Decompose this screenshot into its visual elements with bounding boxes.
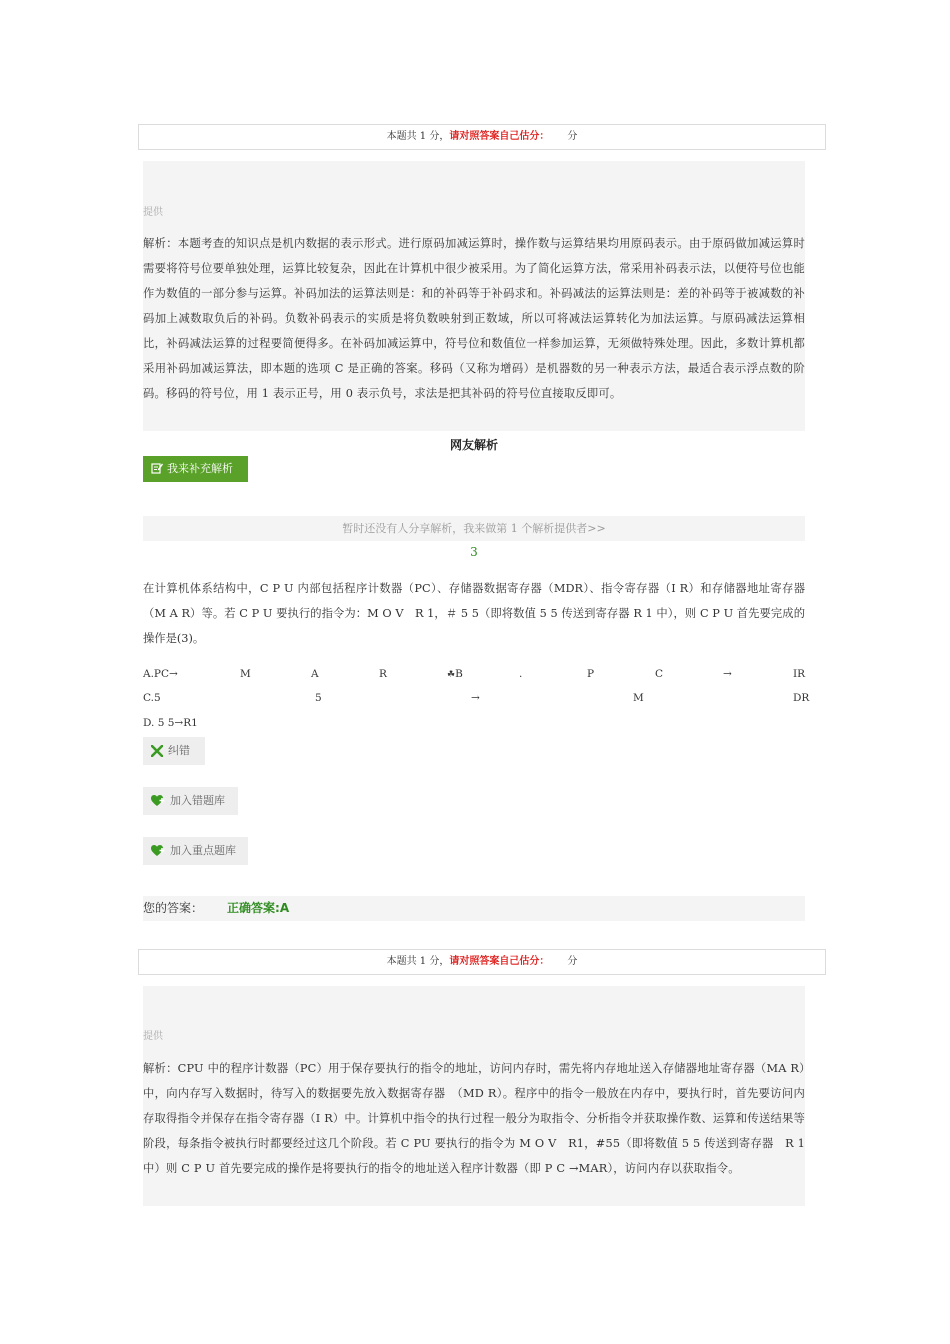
option-c-part: C.5 bbox=[143, 692, 161, 704]
add-to-key-bank-label: 加入重点题库 bbox=[170, 844, 236, 857]
score-bar bbox=[138, 124, 826, 150]
provider-label: 提供 bbox=[143, 1031, 163, 1042]
option-c-part: 5 bbox=[315, 692, 322, 704]
score-unit: 分 bbox=[567, 131, 578, 142]
provider-label: 提供 bbox=[143, 207, 163, 218]
score-self-assess-label: 请对照答案自己估分： bbox=[449, 956, 550, 967]
analysis-panel bbox=[143, 161, 805, 431]
add-to-wrong-bank-label: 加入错题库 bbox=[170, 794, 225, 807]
edit-icon bbox=[151, 462, 163, 474]
no-share-link[interactable]: 暂时还没有人分享解析，我来做第 1 个解析提供者>> bbox=[143, 516, 805, 541]
correct-answer: 正确答案:A bbox=[227, 901, 290, 915]
score-self-assess-label: 请对照答案自己估分： bbox=[449, 131, 550, 142]
option-a-part: A bbox=[311, 668, 319, 680]
question-text: 在计算机体系结构中，C P U 内部包括程序计数器（PC）、存储器数据寄存器（MDR）、指令寄存器（I R）和存储器地址寄存器（M A R）等。若 C P U 要执行的指令为：M O V R 1，＃ 5 5（即将数值 5 5 传送到寄存器 R 1 中），则 C P U 首先要完成的操作是(3)。 bbox=[143, 582, 805, 645]
option-row-c[interactable] bbox=[143, 692, 810, 712]
option-b-part: P bbox=[587, 668, 595, 680]
arrow-glyph: ☘ bbox=[447, 670, 456, 680]
netfriend-analysis-title: 网友解析 bbox=[449, 438, 498, 452]
close-icon bbox=[151, 745, 163, 757]
score-prefix: 本题共 1 分， bbox=[386, 956, 450, 967]
answer-row bbox=[143, 896, 805, 921]
add-analysis-label: 我来补充解析 bbox=[167, 462, 233, 475]
option-a-part: M bbox=[240, 668, 251, 680]
add-analysis-button[interactable] bbox=[143, 456, 248, 482]
option-b-part bbox=[447, 668, 463, 680]
option-b-part: → bbox=[723, 668, 732, 680]
analysis-text: 解析：CPU 中的程序计数器（PC）用于保存要执行的指令的地址，访问内存时，需先将内存地址送入存储器地址寄存器（MA R）中，向内存写入数据时，待写入的数据要先放入数据寄存器 （MD R）。程序中的指令一般放在内存中，要执行时，首先要访问内存取得指令并保存在指令寄存器（I R）中。计算机中指令的执行过程一般分为取指令、分析指令并获取操作数、运算和传送结果等阶段，每条指令被执行时都要经过这几个阶段。若 C PU 要执行的指令为 M O V R1，#55（即将数值 5 5 传送到寄存器 R 1 中）则 C P U 首先要完成的操作是将要执行的指令的地址送入程序计数器（即 P C →MAR），访问内存以获取指令。 bbox=[143, 1062, 805, 1175]
option-row-ab[interactable] bbox=[143, 668, 807, 688]
your-answer-label: 您的答案： bbox=[143, 901, 204, 915]
report-error-label: 纠错 bbox=[168, 744, 190, 757]
heart-plus-icon bbox=[151, 845, 165, 857]
heart-plus-icon bbox=[151, 795, 165, 807]
analysis-text: 解析：本题考查的知识点是机内数据的表示形式。进行原码加减运算时，操作数与运算结果均用原码表示。由于原码做加减运算时需要将符号位要单独处理，运算比较复杂，因此在计算机中很少被采用。为了简化运算方法，常采用补码表示法，以便符号位也能作为数值的一部分参与运算。补码加法的运算法则是：和的补码等于补码求和。补码减法的运算法则是：差的补码等于被减数的补码加上减数取负后的补码。负数补码表示的实质是将负数映射到正数域，所以可将减法运算转化为加法运算。与原码减法运算相比，补码减法运算的过程要简便得多。在补码加减运算中，符号位和数值位一样参加运算，无须做特殊处理。因此，多数计算机都采用补码加减运算法，即本题的选项 C 是正确的答案。移码（又称为增码）是机器数的另一种表示方法，最适合表示浮点数的阶码。移码的符号位，用 1 表示正号，用 0 表示负号，求法是把其补码的符号位直接取反即可。 bbox=[143, 237, 805, 400]
add-to-key-bank-button[interactable] bbox=[143, 837, 248, 865]
option-b-part: IR bbox=[793, 668, 806, 680]
option-b-label: B bbox=[455, 668, 463, 680]
option-b-part: C bbox=[655, 668, 664, 680]
option-c-part: DR bbox=[793, 692, 810, 704]
option-d-label: D. 5 5→R1 bbox=[143, 717, 198, 729]
option-a-part: R bbox=[379, 668, 387, 680]
option-c-part: M bbox=[633, 692, 644, 704]
score-unit: 分 bbox=[567, 956, 578, 967]
option-a-part: A.PC→ bbox=[143, 668, 178, 680]
option-c-part: → bbox=[471, 692, 480, 704]
score-prefix: 本题共 1 分， bbox=[386, 131, 450, 142]
option-b-part: . bbox=[519, 668, 523, 680]
option-row-d[interactable] bbox=[143, 717, 807, 737]
report-error-button[interactable] bbox=[143, 737, 205, 765]
score-bar bbox=[138, 949, 826, 975]
add-to-wrong-bank-button[interactable] bbox=[143, 787, 238, 815]
question-number: 3 bbox=[470, 545, 478, 559]
analysis-panel bbox=[143, 986, 805, 1206]
